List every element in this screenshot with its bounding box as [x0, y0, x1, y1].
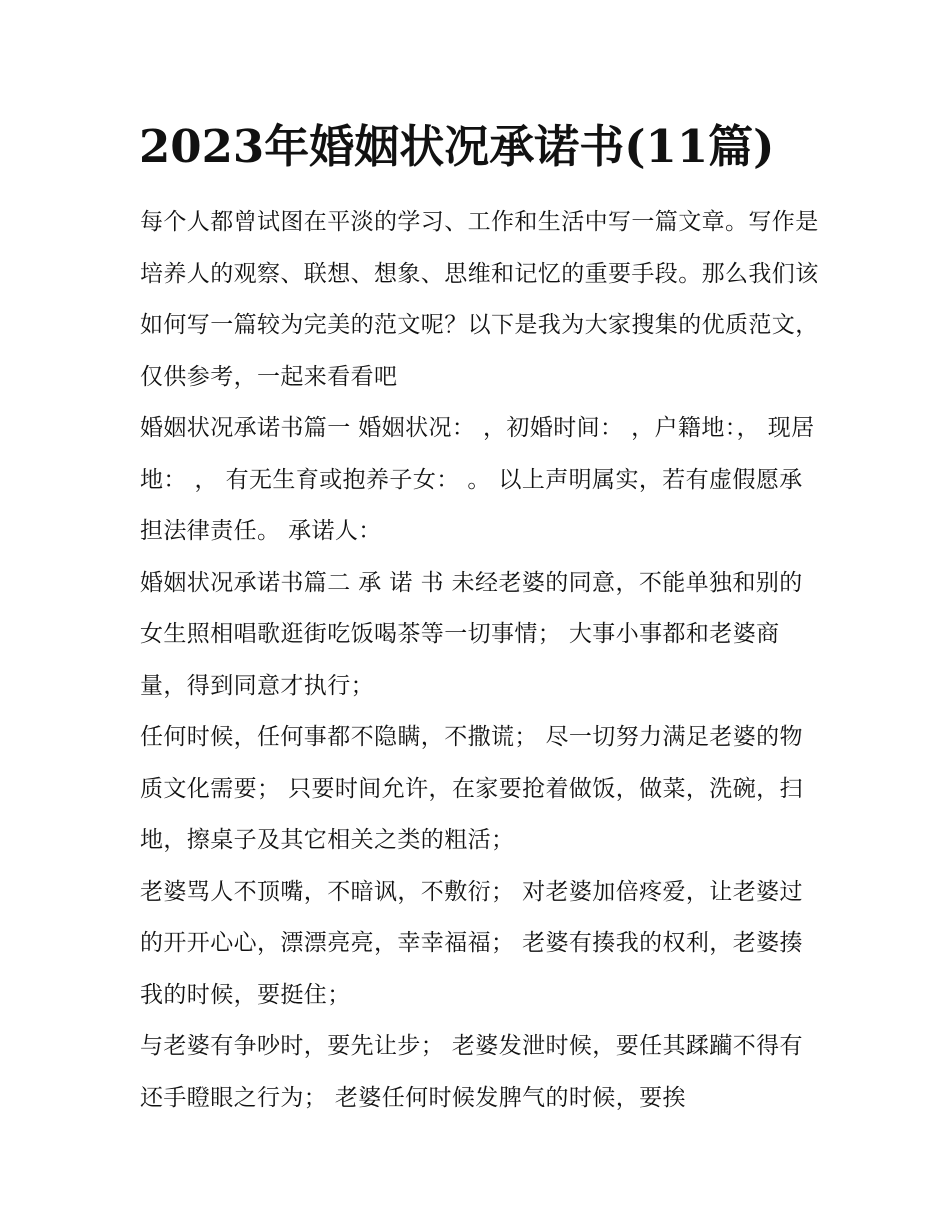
paragraph-intro: 每个人都曾试图在平淡的学习、工作和生活中写一篇文章。写作是培养人的观察、联想、想象、思维和记忆的重要手段。那么我们该如何写一篇较为完美的范文呢？以下是我为大家搜集的优质范文，仅供参考，一起来看看吧 — [140, 209, 819, 390]
paragraph-pledge-2-cont-1: 任何时候，任何事都不隐瞒，不撒谎； 尽一切努力满足老婆的物质文化需要； 只要时间允许，在家要抢着做饭，做菜，洗碗，扫地，擦桌子及其它相关之类的粗活； — [140, 724, 803, 853]
paragraph-pledge-2-cont-2: 老婆骂人不顶嘴，不暗讽，不敷衍； 对老婆加倍疼爱，让老婆过的开开心心，漂漂亮亮，幸幸福福； 老婆有揍我的权利，老婆揍我的时候，要挺住； — [140, 878, 803, 1008]
document-body — [140, 197, 820, 1124]
document-title: 2023年婚姻状况承诺书(11篇) — [139, 120, 775, 173]
paragraph-pledge-2-cont-3: 与老婆有争吵时，要先让步； 老婆发泄时候，要任其蹂躏不得有还手瞪眼之行为； 老婆任何时候发脾气的时候，要挨 — [140, 1033, 803, 1111]
paragraph-pledge-2: 婚姻状况承诺书篇二 承 诺 书 未经老婆的同意，不能单独和别的女生照相唱歌逛街吃饭喝茶等一切事情； 大事小事都和老婆商量，得到同意才执行； — [140, 569, 803, 699]
paragraph-pledge-1: 婚姻状况承诺书篇一 婚姻状况： ，初婚时间： ，户籍地：， 现居 地： ， 有无生育或抱养子女： 。 以上声明属实，若有虚假愿承担法律责任。 承诺人： — [140, 415, 815, 544]
